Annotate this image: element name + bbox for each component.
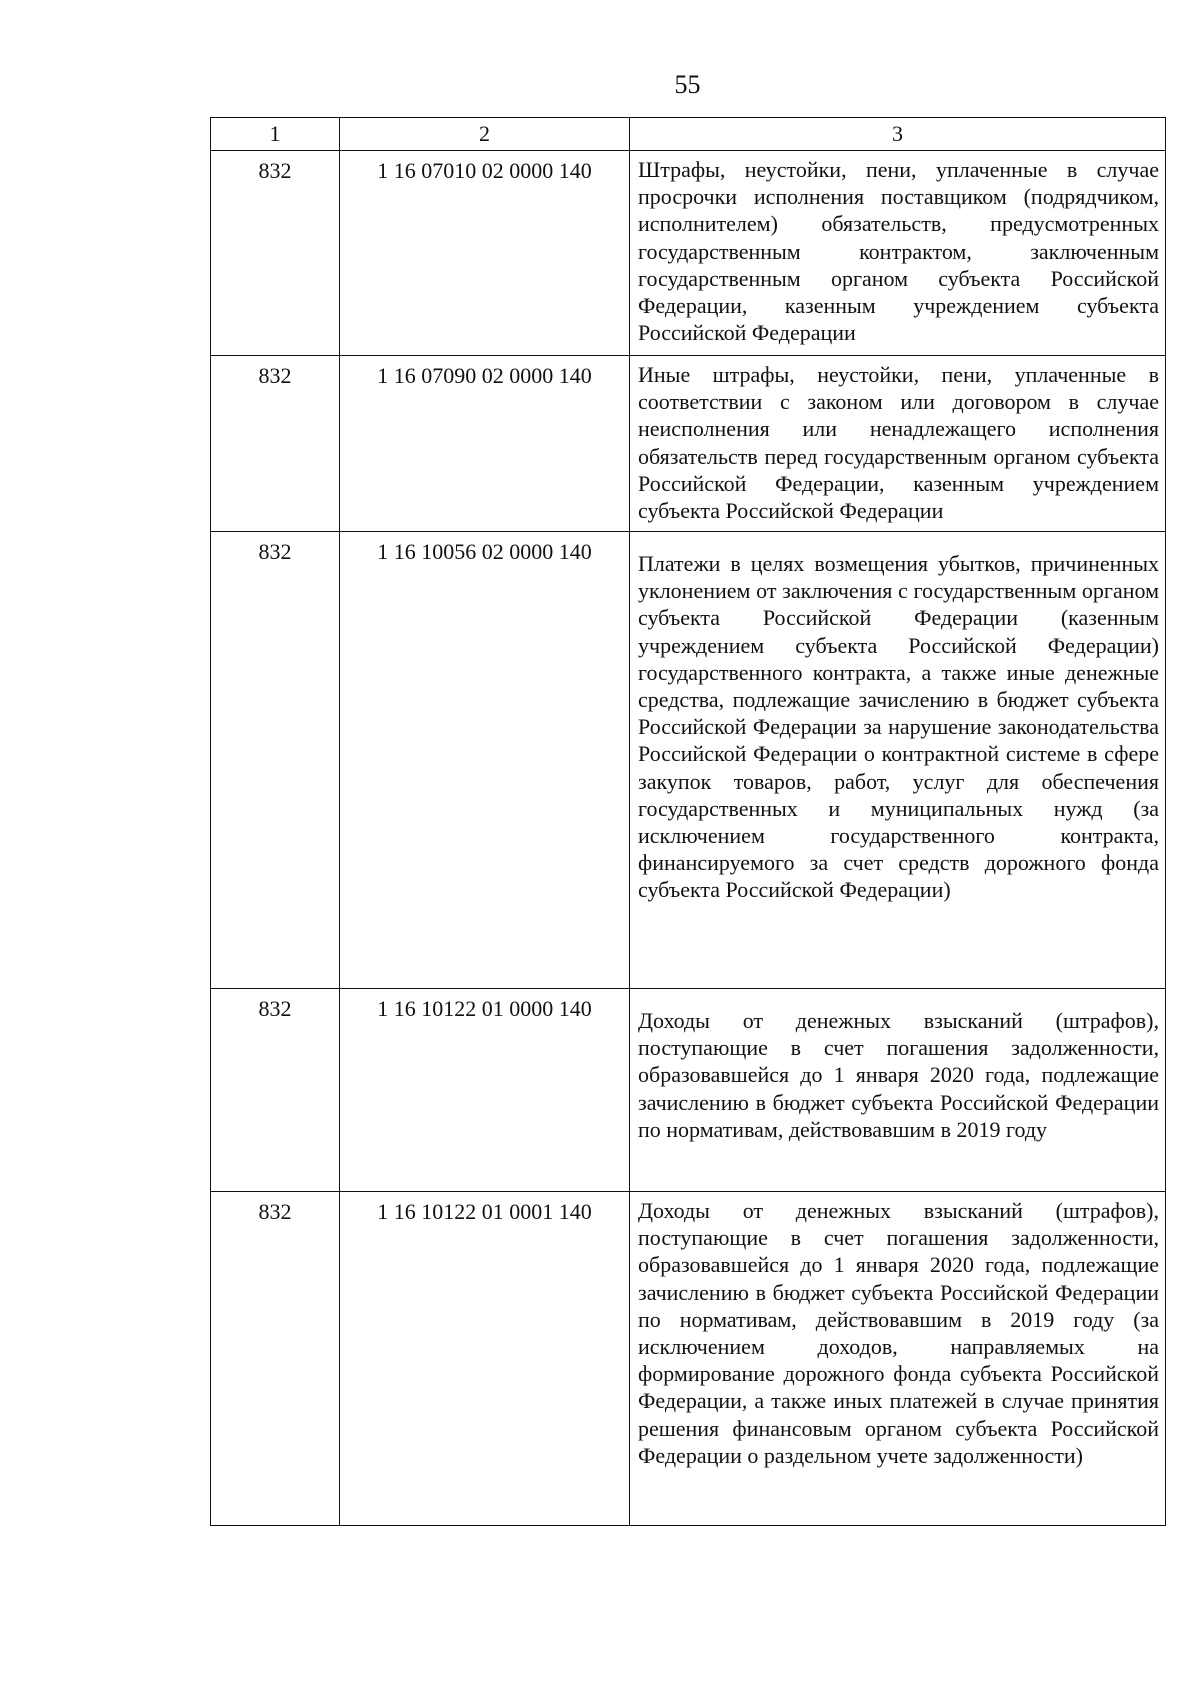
- table-row: [211, 356, 1166, 532]
- description-cell: Иные штрафы, неустойки, пени, уплаченные в соответствии с законом или договором в случае неисполнения или ненадлежащего исполнения обязательств перед государственным органом субъекта Российской Федерации, казенным учреждением субъекта Российской Федерации: [630, 356, 1166, 532]
- description-cell: Штрафы, неустойки, пени, уплаченные в случае просрочки исполнения поставщиком (подрядчиком, исполнителем) обязательств, предусмотренных государственным контрактом, заключенным государственным органом субъекта Российской Федерации, казенным учреждением субъекта Российской Федерации: [630, 151, 1166, 356]
- header-col-2: 2: [340, 118, 630, 151]
- kbk-code-cell: 1 16 07010 02 0000 140: [340, 151, 630, 356]
- kbk-code-cell: 1 16 07090 02 0000 140: [340, 356, 630, 532]
- table-row: [211, 1192, 1166, 1526]
- table-row: [211, 989, 1166, 1192]
- kbk-code-cell: 1 16 10122 01 0000 140: [340, 989, 630, 1192]
- description-cell: Доходы от денежных взысканий (штрафов), поступающие в счет погашения задолженности, образовавшейся до 1 января 2020 года, подлежащие зачислению в бюджет субъекта Российской Федерации по нормативам, действовавшим в 2019 году: [630, 989, 1166, 1192]
- header-col-3: 3: [630, 118, 1166, 151]
- description-cell: Платежи в целях возмещения убытков, причиненных уклонением от заключения с государственным органом субъекта Российской Федерации (казенным учреждением субъекта Российской Федерации) государственного контракта, а также иные денежные средства, подлежащие зачислению в бюджет субъекта Российской Федерации за нарушение законодательства Российской Федерации о контрактной системе в сфере закупок товаров, работ, услуг для обеспечения государственных и муниципальных нужд (за исключением государственного контракта, финансируемого за счет средств дорожного фонда субъекта Российской Федерации): [630, 532, 1166, 989]
- description-cell: Доходы от денежных взысканий (штрафов), поступающие в счет погашения задолженности, образовавшейся до 1 января 2020 года, подлежащие зачислению в бюджет субъекта Российской Федерации по нормативам, действовавшим в 2019 году (за исключением доходов, направляемых на формирование дорожного фонда субъекта Российской Федерации, а также иных платежей в случае принятия решения финансовым органом субъекта Российской Федерации о раздельном учете задолженности): [630, 1192, 1166, 1526]
- table-row: [211, 151, 1166, 356]
- admin-code-cell: 832: [211, 1192, 340, 1526]
- kbk-code-cell: 1 16 10122 01 0001 140: [340, 1192, 630, 1526]
- admin-code-cell: 832: [211, 532, 340, 989]
- header-col-1: 1: [211, 118, 340, 151]
- admin-code-cell: 832: [211, 356, 340, 532]
- table-header-row: [211, 118, 1166, 151]
- page-number: 55: [674, 70, 701, 99]
- table-row: [211, 532, 1166, 989]
- budget-classification-table: [210, 117, 1166, 1526]
- admin-code-cell: 832: [211, 151, 340, 356]
- kbk-code-cell: 1 16 10056 02 0000 140: [340, 532, 630, 989]
- admin-code-cell: 832: [211, 989, 340, 1192]
